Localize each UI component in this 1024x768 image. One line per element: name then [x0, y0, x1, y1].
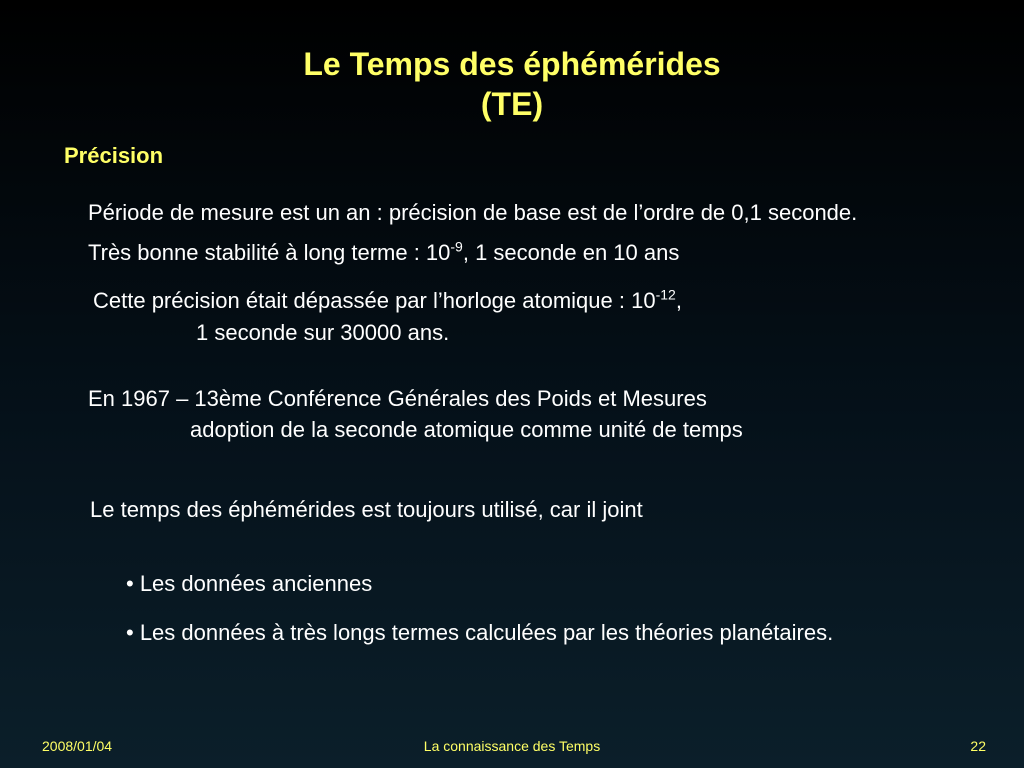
slide-title [0, 44, 1024, 124]
atomic-text-end: , [675, 288, 682, 313]
text-line-adoption: adoption de la seconde atomique comme unité de temps [190, 417, 743, 442]
text-line-period: Période de mesure est un an : précision de base est de l’ordre de 0,1 seconde. [88, 200, 858, 225]
atomic-exponent: -12 [655, 286, 676, 303]
title-line-1: Le Temps des éphémérides [303, 46, 721, 82]
text-line-conference: En 1967 – 13ème Conférence Générales des Poids et Mesures [88, 386, 707, 411]
text-line-stability [88, 240, 679, 266]
stability-exponent: -9 [450, 238, 463, 255]
stability-text: Très bonne stabilité à long terme : 10 [88, 240, 451, 265]
footer-page-number: 22 [970, 738, 986, 754]
title-line-2: (TE) [480, 86, 544, 122]
footer-title: La connaissance des Temps [423, 738, 601, 754]
stability-text-end: , 1 seconde en 10 ans [462, 240, 680, 265]
text-line-still-used: Le temps des éphémérides est toujours utilisé, car il joint [90, 497, 643, 522]
bullet-item-1: • Les données anciennes [126, 571, 373, 596]
section-heading: Précision [64, 143, 164, 168]
bullet-item-2: • Les données à très longs termes calculées par les théories planétaires. [126, 620, 834, 645]
text-line-atomic [93, 288, 682, 314]
atomic-text: Cette précision était dépassée par l’horloge atomique : 10 [93, 288, 656, 313]
text-line-atomic-detail: 1 seconde sur 30000 ans. [196, 320, 450, 345]
footer-date: 2008/01/04 [42, 738, 113, 754]
